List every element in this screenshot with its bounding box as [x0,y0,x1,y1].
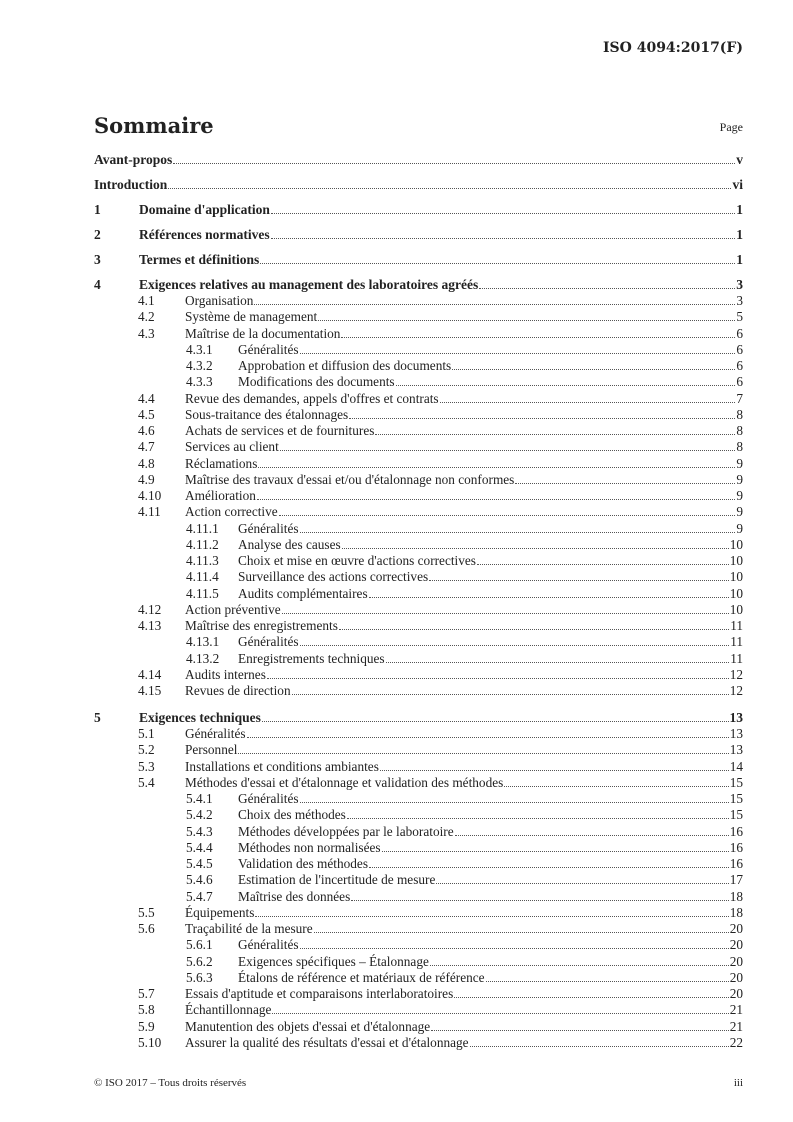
toc-entry-title: Sous-traitance des étalonnages [185,406,349,422]
toc-entry[interactable] [94,374,743,390]
toc-entry-page: 13 [729,710,743,725]
toc-dot-leader [271,212,735,214]
toc-entry[interactable] [94,293,743,309]
toc-dot-leader [351,899,728,901]
toc-entry-title: Avant-propos [94,152,173,167]
toc-entry-title: Méthodes développées par le laboratoire [238,823,454,839]
toc-dot-leader [238,752,728,754]
toc-dot-leader [300,947,729,949]
toc-entry-page: 16 [729,823,743,839]
toc-entry-title: Étalons de référence et matériaux de référence [238,969,485,985]
toc-entry-page: 8 [736,423,743,438]
toc-entry-title: Assurer la qualité des résultats d'essai et d'étalonnage [185,1034,469,1050]
toc-dot-leader [347,817,729,819]
toc-entry[interactable] [94,726,743,742]
toc-dot-leader [300,531,736,533]
toc-entry-number: 5.7 [138,986,155,1001]
toc-dot-leader [300,352,736,354]
toc-entry-page: 1 [736,202,743,217]
toc-entry-number: 5.9 [138,1018,155,1034]
toc-entry-title: Maîtrise des enregistrements [185,618,338,633]
toc-dot-leader [247,736,729,738]
toc-entry-page: 12 [729,683,743,698]
toc-dot-leader [369,596,729,598]
toc-entry[interactable] [94,824,743,840]
toc-entry-title: Manutention des objets d'essai et d'étalonnage [185,1018,431,1034]
toc-entry[interactable] [94,986,743,1002]
toc-entry[interactable] [94,970,743,986]
toc-entry-number: 4.11.5 [186,585,219,601]
toc-entry-title: Estimation de l'incertitude de mesure [238,872,436,888]
toc-entry-title: Domaine d'application [139,202,270,217]
toc-entry-page: 10 [729,585,743,601]
toc-entry-number: 4.11.2 [186,536,219,552]
toc-entry[interactable] [94,202,743,218]
toc-entry-title: Revue des demandes, appels d'offres et contrats [185,390,439,406]
toc-entry-page: 20 [729,937,743,953]
toc-entry-page: 10 [729,536,743,552]
toc-entry-title: Approbation et diffusion des documents [238,358,452,373]
toc-entry-number: 4.13.2 [186,650,220,666]
page-column-label: Page [719,120,743,134]
toc-entry-number: 5.6.1 [186,937,213,953]
toc-entry-page: 9 [736,455,743,471]
toc-entry[interactable] [94,537,743,553]
toc-entry-number: 4.6 [138,423,155,438]
toc-dot-leader [318,319,735,321]
toc-entry-title: Équipements [185,904,255,920]
toc-entry-number: 5.6.3 [186,969,213,985]
toc-entry[interactable] [94,309,743,325]
toc-entry-page: 10 [729,553,743,568]
toc-entry-title: Choix des méthodes [238,807,346,823]
toc-entry-title: Maîtrise des données [238,888,351,904]
toc-dot-leader [279,514,736,516]
toc-dot-leader [486,980,729,982]
toc-entry-page: 21 [729,1018,743,1034]
toc-entry-number: 4.7 [138,439,155,455]
toc-entry-number: 5.4 [138,774,155,790]
toc-entry[interactable] [94,342,743,358]
toc-entry-page: 7 [736,390,743,406]
toc-entry-number: 5.1 [138,726,155,741]
toc-entry-title: Exigences relatives au management des laboratoires agréés [139,277,479,292]
toc-entry-number: 4.15 [138,683,162,698]
toc-entry-number: 5.4.2 [186,807,213,823]
toc-entry-title: Traçabilité de la mesure [185,921,313,936]
toc-entry-number: 4.9 [138,471,155,487]
toc-entry-title: Validation des méthodes [238,856,368,871]
toc-entry-page: vi [732,177,743,192]
toc-entry-title: Réclamations [185,455,258,471]
toc-entry-title: Surveillance des actions correctives [238,569,429,585]
toc-entry-number: 4.3.1 [186,341,213,357]
toc-entry-title: Organisation [185,293,254,308]
toc-entry[interactable] [94,488,743,504]
toc-entry-title: Termes et définitions [139,252,260,267]
toc-dot-leader [168,187,731,189]
toc-dot-leader [292,693,729,695]
toc-dot-leader [280,449,736,451]
toc-entry-page: 13 [729,742,743,758]
toc-entry[interactable] [94,742,743,758]
toc-entry[interactable] [94,807,743,823]
toc-entry[interactable] [94,504,743,520]
toc-dot-leader [272,1012,728,1014]
toc-entry-number: 1 [94,202,101,217]
toc-entry-number: 4.13 [138,618,162,633]
toc-dot-leader [254,303,735,305]
toc-dot-leader [431,1029,729,1031]
toc-entry-title: Amélioration [185,488,256,503]
toc-entry-number: 4.10 [138,488,162,503]
toc-entry-number: 5.8 [138,1002,155,1018]
toc-entry-title: Modifications des documents [238,374,395,390]
toc-entry-title: Enregistrements techniques [238,650,385,666]
toc-entry-number: 5.6 [138,921,155,936]
toc-entry-page: 20 [729,969,743,985]
toc-dot-leader [515,482,735,484]
toc-entry-number: 2 [94,227,101,242]
toc-entry-number: 5.3 [138,758,155,774]
toc-entry[interactable] [94,326,743,342]
toc-entry[interactable] [94,423,743,439]
toc-entry[interactable] [94,683,743,699]
toc-entry-page: 5 [736,309,743,325]
toc-dot-leader [504,785,728,787]
toc-dot-leader [314,931,729,933]
toc-entry-title: Exigences techniques [139,710,261,725]
toc-entry-title: Services au client [185,439,279,455]
toc-entry[interactable] [94,586,743,602]
toc-dot-leader [375,433,735,435]
toc-dot-leader [455,834,729,836]
toc-entry-number: 4.11.4 [186,569,219,585]
standard-id: ISO 4094:2017(F) [602,40,743,56]
toc-entry-number: 4.3.2 [186,358,213,373]
toc-entry[interactable] [94,177,743,193]
toc-entry-number: 4.5 [138,406,155,422]
toc-entry-page: 16 [729,839,743,855]
toc-entry[interactable] [94,521,743,537]
toc-entry-title: Méthodes non normalisées [238,839,381,855]
toc-dot-leader [282,612,729,614]
toc-entry[interactable] [94,710,743,726]
toc-entry-title: Généralités [238,341,299,357]
toc-entry[interactable] [94,407,743,423]
toc-entry[interactable] [94,889,743,905]
toc-entry[interactable] [94,856,743,872]
toc-entry-number: 4.1 [138,293,155,308]
toc-entry-number: 4.3.3 [186,374,213,390]
toc-entry-page: 12 [729,666,743,682]
toc-entry[interactable] [94,391,743,407]
toc-entry-page: 10 [729,569,743,585]
toc-entry-title: Références normatives [139,227,270,242]
toc-entry-page: 9 [736,488,743,503]
toc-entry-title: Introduction [94,177,168,192]
toc-entry-title: Système de management [185,309,318,325]
toc-entry[interactable] [94,667,743,683]
toc-dot-leader [429,579,729,581]
toc-dot-leader [300,801,729,803]
toc-dot-leader [258,466,735,468]
toc-entry[interactable] [94,791,743,807]
toc-entry[interactable] [94,602,743,618]
toc-entry-title: Maîtrise des travaux d'essai et/ou d'étalonnage non conformes [185,471,515,487]
toc-entry[interactable] [94,1019,743,1035]
footer-copyright: © ISO 2017 – Tous droits réservés [94,1077,247,1089]
toc-entry-number: 4.8 [138,455,155,471]
toc-dot-leader [260,262,735,264]
toc-entry[interactable] [94,472,743,488]
toc-entry-page: 17 [729,872,743,888]
toc-entry-title: Généralités [238,520,299,536]
toc-entry-number: 5.2 [138,742,155,758]
toc-entry-page: v [736,152,743,167]
toc-entry-title: Achats de services et de fournitures [185,423,375,438]
toc-entry-page: 10 [729,601,743,617]
toc-entry-title: Généralités [238,937,299,953]
toc-dot-leader [262,720,729,722]
toc-entry[interactable] [94,1002,743,1018]
toc-entry-title: Choix et mise en œuvre d'actions correctives [238,553,476,568]
toc-entry[interactable] [94,905,743,921]
toc-entry-number: 4.12 [138,601,162,617]
toc-entry-page: 16 [729,856,743,871]
toc-dot-leader [342,547,729,549]
toc-entry-page: 1 [736,227,743,242]
toc-entry-title: Audits complémentaires [238,585,368,601]
toc-dot-leader [386,661,730,663]
toc-entry-number: 5.10 [138,1034,162,1050]
toc-entry-number: 5.4.1 [186,791,213,806]
toc-dot-leader [380,769,729,771]
toc-entry[interactable] [94,954,743,970]
toc-dot-leader [257,498,735,500]
toc-entry-number: 4.11.3 [186,553,219,568]
toc-entry-number: 4.11.1 [186,520,219,536]
toc-entry[interactable] [94,937,743,953]
toc-entry[interactable] [94,1035,743,1051]
toc-entry-title: Essais d'aptitude et comparaisons interlaboratoires [185,986,454,1001]
toc-entry-number: 5.4.5 [186,856,213,871]
toc-entry-number: 4.14 [138,666,162,682]
toc-entry-title: Généralités [185,726,246,741]
toc-entry[interactable] [94,618,743,634]
toc-entry[interactable] [94,634,743,650]
toc-entry-title: Généralités [238,791,299,806]
toc-dot-leader [341,336,735,338]
toc-entry-page: 11 [730,618,743,633]
toc-entry[interactable] [94,456,743,472]
toc-entry-page: 6 [736,358,743,373]
toc-dot-leader [436,882,728,884]
toc-entry[interactable] [94,227,743,243]
toc-entry-number: 4 [94,277,101,292]
toc-entry-number: 5.5 [138,904,155,920]
toc-entry-page: 21 [729,1002,743,1018]
toc-entry-page: 20 [729,986,743,1001]
toc-entry-page: 3 [736,293,743,308]
toc-dot-leader [369,866,729,868]
toc-entry-number: 5.4.3 [186,823,213,839]
toc-entry-title: Méthodes d'essai et d'étalonnage et validation des méthodes [185,774,504,790]
toc-entry[interactable] [94,759,743,775]
toc-entry[interactable] [94,152,743,168]
toc-entry-title: Personnel [185,742,238,758]
toc-entry-page: 13 [729,726,743,741]
toc-entry-page: 15 [729,807,743,823]
toc-entry-number: 5.6.2 [186,953,213,969]
toc-entry[interactable] [94,651,743,667]
toc-entry-title: Action préventive [185,601,281,617]
toc-entry[interactable] [94,921,743,937]
toc-entry-number: 5.4.6 [186,872,213,888]
toc-entry-page: 11 [730,634,743,650]
toc-entry-page: 8 [736,439,743,455]
page-title: Sommaire [94,113,214,138]
toc-entry-page: 20 [729,953,743,969]
toc-entry[interactable] [94,439,743,455]
toc-entry-page: 22 [729,1034,743,1050]
toc-entry-title: Action corrective [185,504,278,520]
toc-entry-page: 6 [736,374,743,390]
toc-entry-number: 4.4 [138,390,155,406]
toc-entry-page: 9 [736,504,743,520]
toc-entry-title: Maîtrise de la documentation [185,325,341,341]
toc-entry-title: Échantillonnage [185,1002,272,1018]
toc-entry-page: 1 [736,252,743,267]
toc-entry-number: 5 [94,710,101,725]
toc-entry-page: 9 [736,520,743,536]
toc-entry-number: 4.3 [138,325,155,341]
toc-dot-leader [479,287,735,289]
toc-dot-leader [382,850,729,852]
toc-entry[interactable] [94,252,743,268]
toc-entry-number: 4.2 [138,309,155,325]
toc-entry[interactable] [94,840,743,856]
toc-entry[interactable] [94,553,743,569]
toc-entry-page: 8 [736,406,743,422]
footer-page-number: iii [733,1077,743,1089]
toc-dot-leader [349,417,735,419]
toc-entry[interactable] [94,872,743,888]
toc-dot-leader [470,1045,729,1047]
toc-dot-leader [271,237,736,239]
toc-dot-leader [454,996,728,998]
toc-entry-page: 9 [736,471,743,487]
toc-entry-title: Exigences spécifiques – Étalonnage [238,953,429,969]
toc-dot-leader [173,162,735,164]
toc-entry-page: 15 [729,791,743,806]
toc-entry-title: Audits internes [185,666,266,682]
toc-entry-number: 4.11 [138,504,161,520]
toc-dot-leader [452,368,735,370]
toc-dot-leader [430,964,729,966]
toc-entry-page: 11 [730,650,743,666]
toc-dot-leader [396,384,736,386]
toc-entry-title: Installations et conditions ambiantes [185,758,379,774]
toc-entry-page: 20 [729,921,743,936]
toc-entry-number: 3 [94,252,101,267]
toc-entry-title: Analyse des causes [238,536,341,552]
toc-entry-page: 3 [736,277,743,292]
toc-entry-page: 6 [736,325,743,341]
toc-dot-leader [267,677,729,679]
toc-entry[interactable] [94,775,743,791]
toc-dot-leader [440,401,736,403]
toc-entry-number: 5.4.4 [186,839,213,855]
toc-entry-page: 15 [729,774,743,790]
toc-entry-page: 6 [736,341,743,357]
toc-dot-leader [300,644,730,646]
toc-entry-title: Revues de direction [185,683,291,698]
toc-entry[interactable] [94,358,743,374]
toc-dot-leader [477,563,729,565]
toc-dot-leader [255,915,728,917]
toc-entry[interactable] [94,277,743,293]
toc-entry-number: 5.4.7 [186,888,213,904]
toc-dot-leader [339,628,729,630]
toc-entry-title: Généralités [238,634,299,650]
toc-entry-page: 18 [729,888,743,904]
toc-entry[interactable] [94,569,743,585]
toc-entry-number: 4.13.1 [186,634,220,650]
toc-entry-page: 18 [729,904,743,920]
toc-entry-page: 14 [729,758,743,774]
